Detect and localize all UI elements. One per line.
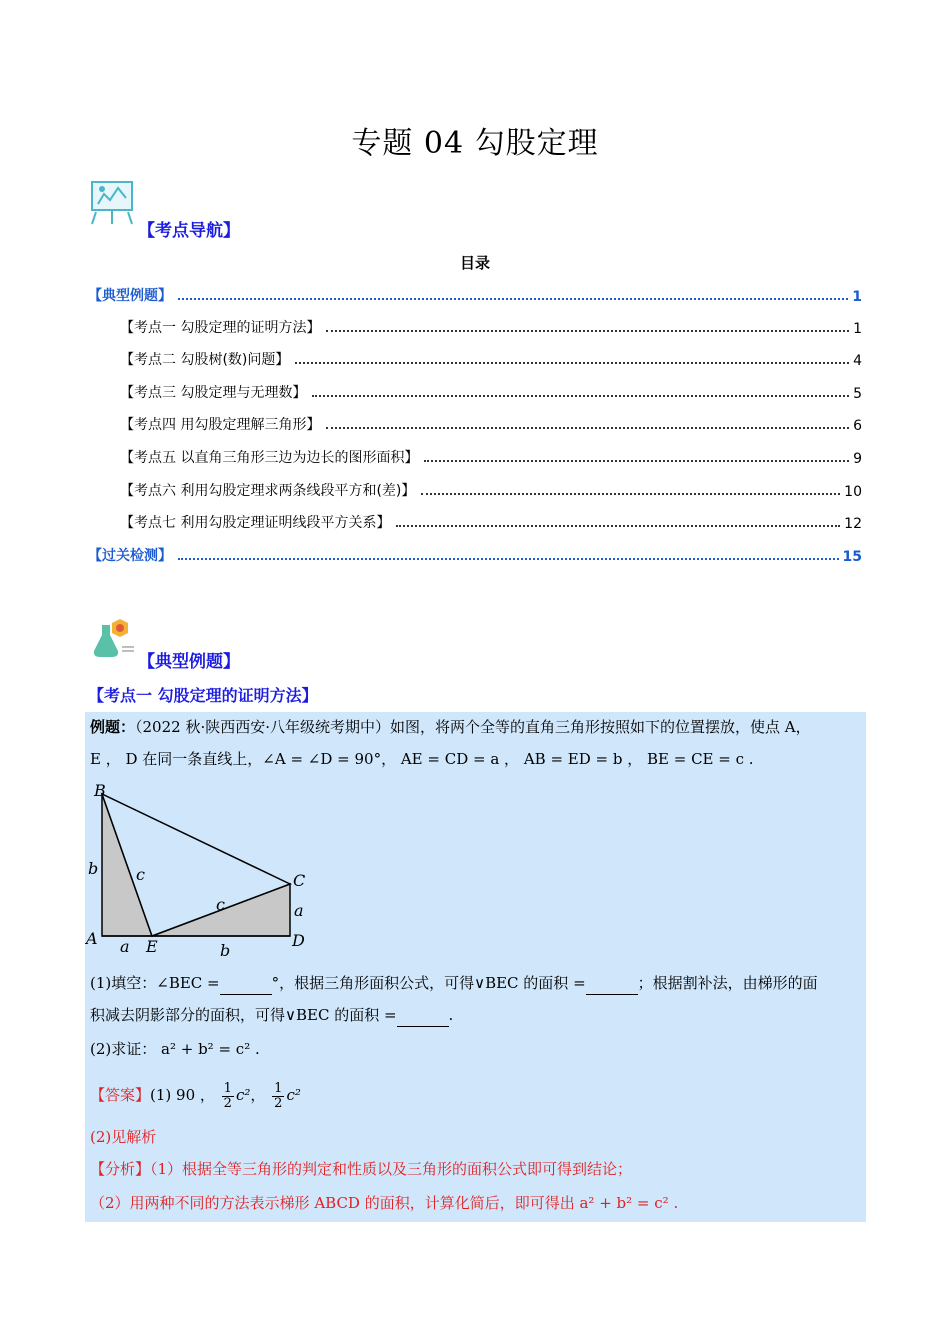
analysis-text-2: （2）用两种不同的方法表示梯形 ABCD 的面积，计算化简后，即可得出 a² + b² = c² . (90, 1194, 679, 1212)
toc-leader (421, 493, 840, 495)
toc-page: 4 (853, 353, 862, 369)
toc-leader (326, 330, 849, 332)
point-label-b: B (94, 781, 106, 800)
toc-leader (326, 427, 849, 429)
toc-label: 【考点二 勾股树(数)问题】 (120, 352, 290, 368)
side-label-c-mid: c (216, 895, 225, 914)
answer-blank-area-1[interactable] (586, 972, 638, 995)
point-label-c: C (293, 871, 306, 890)
toc-label: 【考点四 用勾股定理解三角形】 (120, 417, 321, 433)
toc-page: 15 (842, 549, 862, 565)
question-1-text-2: 积减去阴影部分的面积，可得∨BEC 的面积 = (90, 1006, 397, 1024)
toc-entry-topic-3[interactable] (0, 380, 950, 402)
question-2: (2)求证： a² + b² = c² . (90, 1040, 260, 1058)
side-label-a-bottom: a (120, 937, 130, 956)
fraction-half-1: $\frac{1}{2}$ (223, 1080, 232, 1111)
question-1-text-post: ；根据割补法，由梯形的面 (637, 974, 818, 992)
toc-leader (312, 395, 849, 397)
toc-label: 【考点三 勾股定理与无理数】 (120, 385, 307, 401)
toc-entry-topic-1[interactable] (0, 315, 950, 337)
example-prefix: 例题： (90, 718, 136, 736)
toc-page: 10 (844, 484, 862, 500)
toc-leader (178, 298, 848, 300)
right-triangle-diagram (84, 780, 324, 960)
side-label-b-bottom: b (220, 941, 231, 960)
topic1-header: 【考点一 勾股定理的证明方法】 (88, 686, 318, 705)
side-label-b-left: b (88, 859, 99, 878)
toc-label: 【考点七 利用勾股定理证明线段平方关系】 (120, 515, 391, 531)
toc-entry-topic-2[interactable] (0, 347, 950, 369)
answer-blank-angle[interactable] (220, 972, 272, 995)
toc-leader (178, 558, 839, 560)
toc-label: 【过关检测】 (88, 548, 172, 564)
toc-entry-checkpoint[interactable] (0, 543, 950, 565)
lab-flask-icon (88, 613, 138, 663)
toc-page: 12 (844, 516, 862, 532)
answer-term-2: c² (286, 1086, 301, 1104)
toc-label: 【考点一 勾股定理的证明方法】 (120, 320, 321, 336)
toc-label: 【考点六 利用勾股定理求两条线段平方和(差)】 (120, 483, 416, 499)
fraction-half-2: $\frac{1}{2}$ (274, 1080, 283, 1111)
question-1-line-2 (90, 1004, 453, 1027)
example-line-1 (90, 716, 811, 738)
toc-leader (295, 362, 849, 364)
point-label-d: D (292, 931, 305, 950)
side-label-c-left: c (136, 865, 145, 884)
nav-header: 【考点导航】 (138, 221, 240, 241)
answer-sep: ， (250, 1086, 266, 1104)
toc-leader (396, 525, 840, 527)
toc-entry-examples[interactable] (0, 283, 950, 305)
toc-entry-topic-5[interactable] (0, 445, 950, 467)
answer-term-1: c² (235, 1086, 251, 1104)
page-title: 专题 04 勾股定理 (351, 126, 599, 161)
point-label-a: A (86, 929, 98, 948)
answer-label: 【答案】 (90, 1086, 151, 1104)
analysis-line-1 (90, 1158, 632, 1180)
toc-label: 【考点五 以直角三角形三边为边长的图形面积】 (120, 450, 419, 466)
presentation-board-icon (88, 178, 138, 228)
toc-page: 9 (853, 451, 862, 467)
question-1-text-mid: °，根据三角形面积公式，可得∨BEC 的面积 = (271, 974, 586, 992)
toc-page: 1 (853, 321, 862, 337)
side-label-a-right: a (294, 901, 304, 920)
toc-page: 1 (852, 289, 862, 305)
toc-leader (424, 460, 849, 462)
answer-text: (1) 90 ， (150, 1086, 215, 1104)
question-1-line-1 (90, 972, 818, 995)
toc-title: 目录 (459, 254, 490, 272)
analysis-text-1: （1）根据全等三角形的判定和性质以及三角形的面积公式即可得到结论； (150, 1160, 633, 1178)
toc-page: 5 (853, 386, 862, 402)
example-text-2: E ， D 在同一条直线上，∠A = ∠D = 90°， AE = CD = a ， AB = ED = b ， BE = CE = c . (90, 750, 754, 768)
toc-entry-topic-6[interactable] (0, 478, 950, 500)
toc-entry-topic-4[interactable] (0, 412, 950, 434)
example-text-1: （2022 秋·陕西西安·八年级统考期中）如图，将两个全等的直角三角形按照如下的位置摆放，使点 A， (135, 718, 811, 736)
question-1-text-end: . (448, 1006, 454, 1024)
answer-blank-area-2[interactable] (397, 1004, 449, 1027)
toc-page: 6 (853, 418, 862, 434)
answer-line (90, 1078, 301, 1112)
analysis-label: 【分析】 (90, 1160, 151, 1178)
question-1-text: (1)填空：∠BEC = (90, 974, 220, 992)
point-label-e: E (146, 937, 158, 956)
toc-label: 【典型例题】 (88, 288, 172, 304)
toc-entry-topic-7[interactable] (0, 510, 950, 532)
answer-part-2: (2)见解析 (90, 1128, 157, 1146)
examples-header: 【典型例题】 (138, 652, 240, 672)
